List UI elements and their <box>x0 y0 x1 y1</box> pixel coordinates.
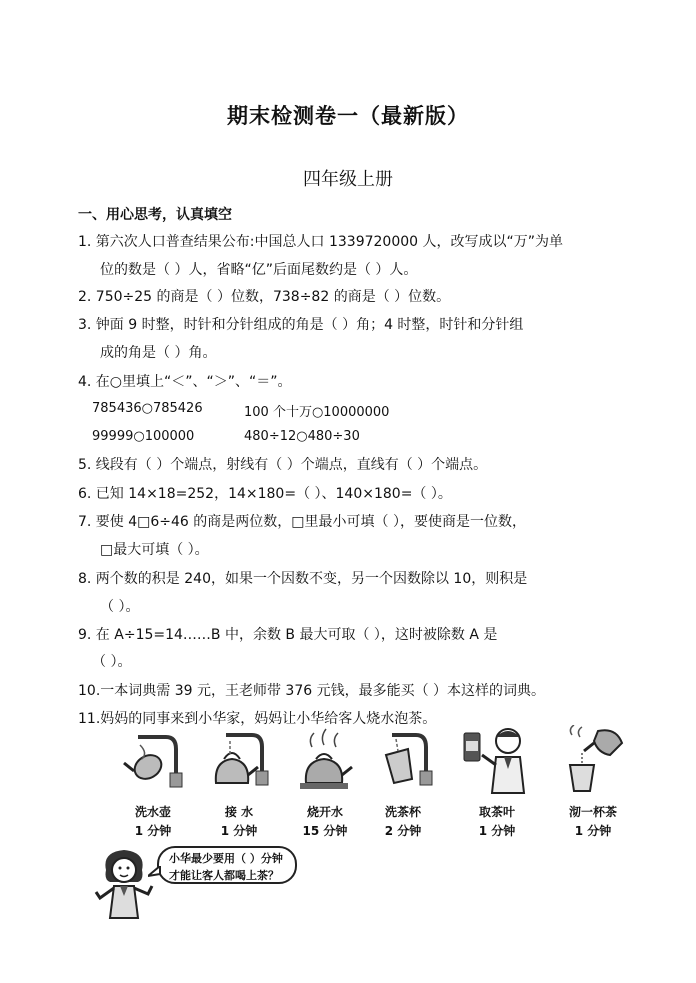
pouring-tea-icon <box>558 725 628 795</box>
question-10: 10.一本词典需 39 元，王老师带 376 元钱，最多能买（ ）本这样的词典。 <box>78 683 546 699</box>
step-name: 烧开水 <box>306 805 343 819</box>
girl-icon <box>94 846 154 920</box>
question-9-line-2: （ ）。 <box>92 654 132 670</box>
bubble-tail-icon <box>148 866 162 880</box>
comparison-2: 100 个十万○10000000 <box>244 405 390 420</box>
question-3-line-1: 3. 钟面 9 时整，时针和分针组成的角是（ ）角；4 时整，时针和分针组 <box>78 317 524 333</box>
question-6: 6. 已知 14×18=252，14×180=（ ）、140×180=（ ）。 <box>78 486 452 502</box>
question-2: 2. 750÷25 的商是（ ）位数，738÷82 的商是（ ）位数。 <box>78 289 451 305</box>
comparison-1: 785436○785426 <box>92 401 203 416</box>
question-8-line-1: 8. 两个数的积是 240，如果一个因数不变，另一个因数除以 10，则积是 <box>78 571 528 587</box>
step-wash-kettle <box>112 725 194 853</box>
cup-washing-icon <box>368 725 438 795</box>
bubble-line-2: 才能让客人都喝上茶？ <box>169 869 279 882</box>
step-time: 1 分钟 <box>134 824 172 838</box>
step-name: 洗水壶 <box>134 805 171 819</box>
question-11: 11.妈妈的同事来到小华家，妈妈让小华给客人烧水泡茶。 <box>78 711 437 727</box>
question-8-line-2: （ ）。 <box>100 599 140 615</box>
comparison-3: 99999○100000 <box>92 429 195 444</box>
question-7-line-2: □最大可填（ ）。 <box>100 542 209 558</box>
comparison-4: 480÷12○480÷30 <box>244 429 360 444</box>
bubble-line-1: 小华最少要用（ ）分钟 <box>169 852 283 865</box>
step-fill-water <box>198 725 280 853</box>
step-boil-water <box>284 725 366 853</box>
question-1-line-1: 1. 第六次人口普查结果公布:中国总人口 1339720000 人，改写成以“万”为单 <box>78 234 564 250</box>
step-wash-cups <box>362 725 444 853</box>
speech-bubble <box>157 846 297 884</box>
kettle-filling-icon <box>204 725 274 795</box>
step-get-tea <box>456 725 538 853</box>
kettle-washing-icon <box>118 725 188 795</box>
question-7-line-1: 7. 要使 4□6÷46 的商是两位数，□里最小可填（ ），要使商是一位数， <box>78 514 526 530</box>
boy-with-tea-can-icon <box>462 725 532 795</box>
step-name: 接 水 <box>224 805 254 819</box>
page-title: 期末检测卷一（最新版） <box>227 104 469 128</box>
question-4-stem: 4. 在○里填上“＜”、“＞”、“＝”。 <box>78 374 292 390</box>
step-time: 1 分钟 <box>478 824 516 838</box>
page-subtitle: 四年级上册 <box>303 169 393 190</box>
step-time: 2 分钟 <box>384 824 422 838</box>
question-5: 5. 线段有（ ）个端点，射线有（ ）个端点，直线有（ ）个端点。 <box>78 457 488 473</box>
section-heading: 一、用心思考，认真填空 <box>78 207 232 223</box>
step-time: 1 分钟 <box>574 824 612 838</box>
step-make-tea <box>552 725 634 853</box>
step-name: 沏一杯茶 <box>568 805 617 819</box>
step-time: 15 分钟 <box>302 824 348 838</box>
question-1-line-2: 位的数是（ ）人，省略“亿”后面尾数约是（ ）人。 <box>100 262 418 278</box>
boiling-kettle-icon <box>290 725 360 795</box>
question-3-line-2: 成的角是（ ）角。 <box>100 345 217 361</box>
step-name: 取茶叶 <box>478 805 515 819</box>
question-9-line-1: 9. 在 A÷15=14……B 中，余数 B 最大可取（ ），这时被除数 A 是 <box>78 627 498 643</box>
step-time: 1 分钟 <box>220 824 258 838</box>
step-name: 洗茶杯 <box>384 805 421 819</box>
